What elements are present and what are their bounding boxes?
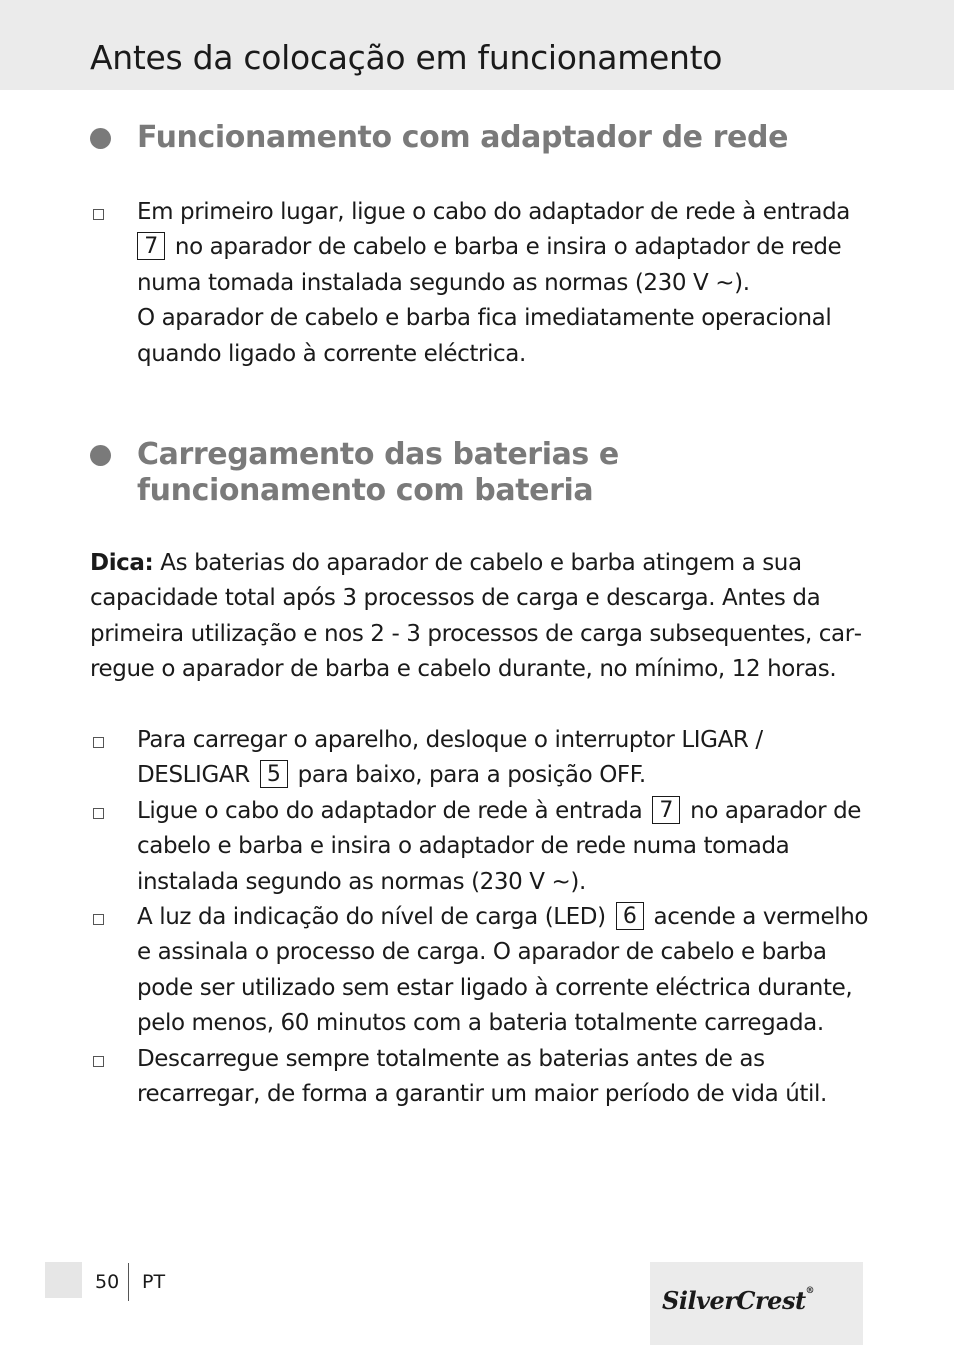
checkbox-bullet-icon: [93, 737, 104, 748]
item-text: Em primeiro lugar, ligue o cabo do adaptador de rede à entrada: [137, 199, 850, 225]
list-item: [90, 723, 870, 794]
checkbox-bullet-icon: [93, 209, 104, 220]
brand-logo-text: SilverCrest: [662, 1286, 806, 1315]
reference-number: 6: [616, 902, 644, 930]
language-code: PT: [142, 1271, 166, 1293]
section-heading-line2: funcionamento com bateria: [137, 473, 594, 508]
item-text: acende a vermelho e assinala o processo de carga. O aparador de cabelo e barba pode ser utilizado sem estar ligado à corrente eléctrica durante, pelo menos, 60 minutos com a bateria totalmente carregada.: [137, 904, 869, 1037]
page-number: 50: [95, 1271, 120, 1293]
checkbox-bullet-icon: [93, 914, 104, 925]
section-heading-mains: [90, 120, 870, 156]
brand-logo: [662, 1286, 852, 1320]
list-item: [90, 1042, 870, 1113]
reference-number: 5: [260, 760, 288, 788]
item-text: A luz da indicação do nível de carga (LED): [137, 904, 606, 931]
page-title: Antes da colocação em funcionamento: [90, 38, 723, 77]
footer-divider: [128, 1263, 129, 1301]
item-text: Para carregar o aparelho, desloque o interruptor LIGAR / DESLIGAR: [137, 727, 763, 789]
section-heading-battery: [90, 437, 870, 509]
brand-logo-box: [650, 1262, 863, 1345]
item-text: no aparador de cabelo e barba e insira o adaptador de rede numa tomada instalada segundo as normas (230 V ~).: [137, 797, 862, 895]
tip-label: Dica:: [90, 550, 154, 576]
section-heading-text: Funcionamento com adaptador de rede: [137, 120, 789, 155]
reference-number: 7: [137, 232, 165, 260]
section-heading-line1: Carregamento das baterias e: [137, 437, 619, 472]
tip-text: As baterias do aparador de cabelo e barba atingem a sua capacidade total após 3 processos de carga e descarga. Antes da primeira utilização e nos 2 - 3 processos de carga subsequentes, carregue o aparador de barba e cabelo durante, no mínimo, 12 horas.: [90, 550, 863, 683]
item-text: para baixo, para a posição OFF.: [297, 762, 646, 789]
tip-paragraph: [90, 546, 870, 688]
item-text: Descarregue sempre totalmente as baterias antes de as recarregar, de forma a garantir um maior período de vida útil.: [137, 1045, 827, 1108]
reference-number: 7: [652, 796, 680, 824]
footer-marker: [45, 1262, 82, 1298]
section-battery: [90, 437, 870, 509]
item-text: Ligue o cabo do adaptador de rede à entrada: [137, 797, 643, 824]
section-mains-body: [90, 195, 870, 372]
checkbox-bullet-icon: [93, 1056, 104, 1067]
item-text: no aparador de cabelo e barba e insira o adaptador de rede numa tomada instalada segundo as normas (230 V ~).: [137, 234, 842, 296]
list-item: [90, 195, 870, 372]
bullet-dot-icon: [90, 128, 111, 149]
bullet-dot-icon: [90, 445, 111, 466]
list-item: [90, 900, 870, 1042]
section-battery-body: [90, 723, 870, 1112]
instruction-list: [90, 195, 870, 372]
registered-mark: ®: [805, 1286, 815, 1296]
section-mains-adapter: [90, 120, 870, 156]
item-text: O aparador de cabelo e barba fica imediatamente operacional quando ligado à corrente eléctrica.: [137, 305, 832, 367]
instruction-list: [90, 723, 870, 1112]
checkbox-bullet-icon: [93, 808, 104, 819]
list-item: [90, 794, 870, 900]
